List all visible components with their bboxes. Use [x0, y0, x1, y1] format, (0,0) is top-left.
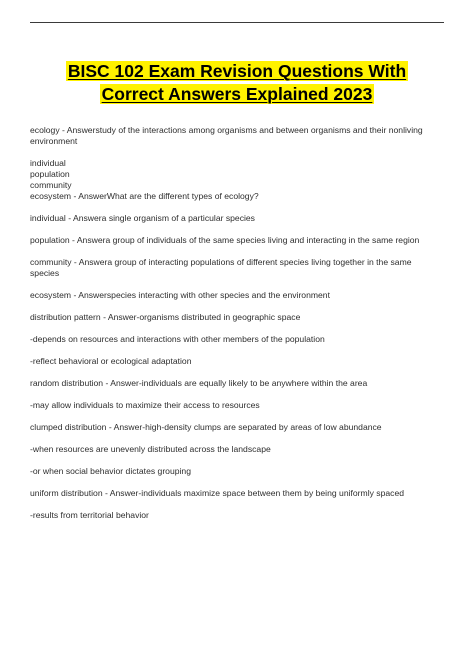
paragraph-individual: individual - Answera single organism of a particular species: [30, 213, 255, 223]
title-line-1: BISC 102 Exam Revision Questions With: [67, 61, 407, 81]
paragraph-reflect-behavioral: -reflect behavioral or ecological adaptation: [30, 356, 192, 366]
top-rule: [30, 22, 444, 23]
paragraph-clumped-distribution: clumped distribution - Answer-high-density clumps are separated by areas of low abundance: [30, 422, 382, 432]
paragraph-depends-on-resources: -depends on resources and interactions with other members of the population: [30, 334, 325, 344]
paragraph-social-behavior: -or when social behavior dictates grouping: [30, 466, 191, 476]
paragraph-ecosystem: ecosystem - Answerspecies interacting with other species and the environment: [30, 290, 330, 300]
paragraph-distribution-pattern: distribution pattern - Answer-organisms distributed in geographic space: [30, 312, 301, 322]
document-body: [30, 125, 430, 532]
paragraph-maximize-access: -may allow individuals to maximize their access to resources: [30, 400, 260, 410]
paragraph-unevenly-distributed: -when resources are unevenly distributed across the landscape: [30, 444, 271, 454]
paragraph-uniform-distribution: uniform distribution - Answer-individuals maximize space between them by being uniformly spaced: [30, 488, 405, 498]
paragraph-population: population - Answera group of individuals of the same species living and interacting in the same region: [30, 235, 420, 245]
paragraph-ecology: ecology - Answerstudy of the interactions among organisms and between organisms and their nonliving environment: [30, 125, 423, 146]
list-item-population: population: [30, 169, 70, 179]
paragraph-territorial-behavior: -results from territorial behavior: [30, 510, 149, 520]
paragraph-community: community - Answera group of interacting populations of different species living together in the same species: [30, 257, 412, 278]
title-line-2: Correct Answers Explained 2023: [101, 84, 373, 104]
paragraph-ecosystem-question: ecosystem - AnswerWhat are the different types of ecology?: [30, 191, 259, 201]
document-title: [0, 60, 474, 106]
list-item-individual: individual: [30, 158, 66, 168]
list-item-community: community: [30, 180, 72, 190]
paragraph-random-distribution: random distribution - Answer-individuals are equally likely to be anywhere within the area: [30, 378, 368, 388]
